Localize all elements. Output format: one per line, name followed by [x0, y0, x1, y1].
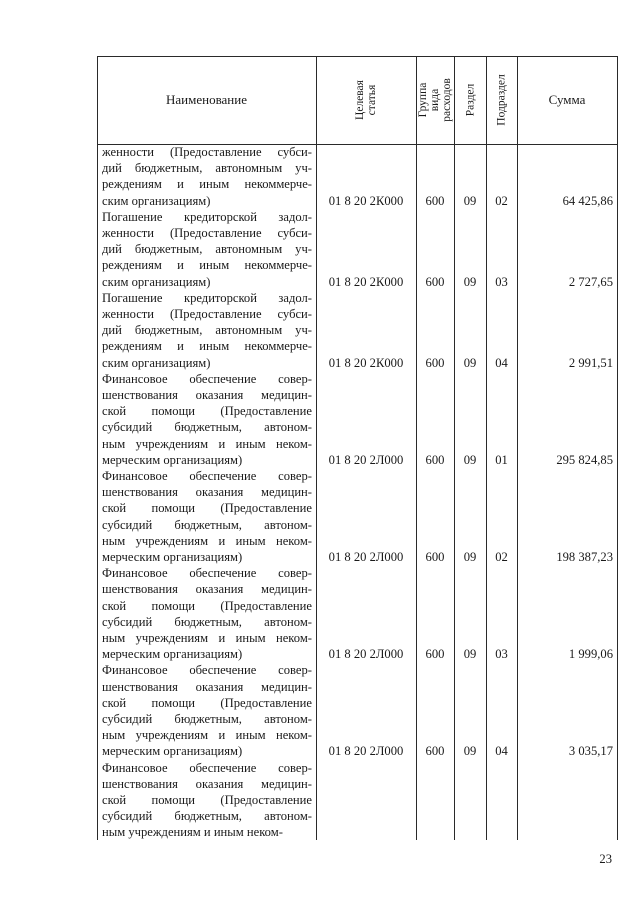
row-name-line: ской помощи (Предоставление: [102, 695, 312, 710]
row-name-line: мерческим организациям): [102, 452, 243, 467]
header-section: Раздел: [464, 83, 476, 117]
row-name-line: ским организациям): [102, 355, 211, 370]
column-border: [517, 56, 518, 840]
row-expense-group: 600: [425, 647, 445, 662]
row-name-line: ным учреждениям и иным неком-: [102, 533, 312, 548]
row-subsection: 01: [495, 452, 508, 467]
row-target-code: 01 8 20 2Л000: [328, 452, 404, 467]
row-section: 09: [463, 274, 477, 289]
header-name: Наименование: [166, 92, 247, 107]
row-name-line: Погашение кредиторской задол-: [102, 209, 312, 224]
row-name-line: ской помощи (Предоставление: [102, 598, 312, 613]
row-name-line: женности (Предоставление субси-: [102, 307, 312, 321]
row-name-line: реждениям и иным некоммерче-: [102, 258, 312, 273]
row-name-line: Финансовое обеспечение совер-: [102, 566, 312, 581]
row-name-line: женности (Предоставление субси-: [102, 145, 312, 159]
row-name-line: дий бюджетным, автономным уч-: [102, 323, 312, 338]
row-name-line: дий бюджетным, автономным уч-: [102, 242, 312, 257]
row-name-line: ным учреждениям и иным неком-: [102, 436, 312, 451]
column-border: [97, 56, 98, 840]
column-border: [486, 56, 487, 840]
row-name-line: субсидий бюджетным, автоном-: [102, 420, 312, 435]
row-name-line: ным учреждениям и иным неком-: [102, 631, 312, 645]
row-target-code: 01 8 20 2К000: [328, 274, 404, 289]
row-name-line: шенствования оказания медицин-: [102, 776, 312, 791]
row-section: 09: [463, 452, 477, 467]
row-expense-group: 600: [425, 355, 445, 370]
row-target-code: 01 8 20 2Л000: [328, 744, 404, 759]
header-target: Целевая статья: [354, 80, 378, 120]
row-name-line: шенствования оказания медицин-: [102, 485, 312, 500]
column-border: [316, 56, 317, 840]
column-border: [454, 56, 455, 840]
row-subsection: 03: [495, 274, 508, 289]
row-name-line: шенствования оказания медицин-: [102, 388, 312, 402]
row-name-line: ским организациям): [102, 274, 211, 289]
row-name-line: ным учреждениям и иным неком-: [102, 825, 283, 840]
row-sum: 2 727,65: [568, 274, 613, 289]
row-subsection: 02: [495, 550, 508, 564]
row-name-line: субсидий бюджетным, автоном-: [102, 712, 312, 726]
row-name-line: реждениям и иным некоммерче-: [102, 339, 312, 354]
row-expense-group: 600: [425, 550, 445, 564]
row-expense-group: 600: [425, 744, 445, 759]
row-name-line: реждениям и иным некоммерче-: [102, 177, 312, 192]
row-name-line: шенствования оказания медицин-: [102, 582, 312, 597]
row-name-line: субсидий бюджетным, автоном-: [102, 809, 312, 824]
row-name-line: Финансовое обеспечение совер-: [102, 663, 312, 678]
row-name-line: женности (Предоставление субси-: [102, 226, 312, 240]
row-name-line: мерческим организациям): [102, 550, 243, 564]
row-name-line: Финансовое обеспечение совер-: [102, 371, 312, 386]
row-name-line: мерческим организациям): [102, 744, 243, 759]
row-target-code: 01 8 20 2Л000: [328, 550, 404, 564]
header-expense-group: Группа вида расходов: [417, 78, 453, 122]
row-section: 09: [463, 193, 477, 208]
row-name-line: мерческим организациям): [102, 647, 243, 662]
row-name-line: ской помощи (Предоставление: [102, 501, 312, 516]
row-name-line: ским организациям): [102, 193, 211, 208]
row-expense-group: 600: [425, 193, 445, 208]
row-name-line: Погашение кредиторской задол-: [102, 290, 312, 305]
row-target-code: 01 8 20 2К000: [328, 193, 404, 208]
row-sum: 295 824,85: [556, 452, 613, 467]
column-border: [416, 56, 417, 840]
header-subsection: Подраздел: [495, 74, 508, 126]
row-name-line: дий бюджетным, автономным уч-: [102, 161, 312, 176]
row-name-line: шенствования оказания медицин-: [102, 679, 312, 694]
row-target-code: 01 8 20 2Л000: [328, 647, 404, 662]
row-sum: 3 035,17: [568, 744, 613, 759]
row-expense-group: 600: [425, 452, 445, 467]
row-name-line: Финансовое обеспечение совер-: [102, 469, 312, 483]
row-section: 09: [463, 355, 477, 370]
row-sum: 2 991,51: [568, 355, 613, 370]
row-section: 09: [463, 744, 477, 759]
row-target-code: 01 8 20 2К000: [328, 355, 404, 370]
row-subsection: 04: [495, 355, 508, 370]
row-sum: 1 999,06: [568, 647, 613, 662]
row-section: 09: [463, 647, 477, 662]
row-subsection: 04: [495, 744, 508, 759]
header-sum: Сумма: [548, 92, 586, 107]
row-subsection: 03: [495, 647, 508, 662]
row-section: 09: [463, 550, 477, 564]
row-sum: 64 425,86: [562, 193, 613, 208]
row-name-line: Финансовое обеспечение совер-: [102, 760, 312, 775]
row-name-line: ской помощи (Предоставление: [102, 793, 312, 807]
row-subsection: 02: [495, 193, 508, 208]
row-sum: 198 387,23: [556, 550, 613, 564]
row-name-line: ным учреждениям и иным неком-: [102, 728, 312, 743]
row-name-line: субсидий бюджетным, автоном-: [102, 517, 312, 532]
page-number: 23: [599, 852, 612, 866]
row-name-line: субсидий бюджетным, автоном-: [102, 614, 312, 629]
row-expense-group: 600: [425, 274, 445, 289]
row-name-line: ской помощи (Предоставление: [102, 404, 312, 419]
column-border: [617, 56, 618, 840]
